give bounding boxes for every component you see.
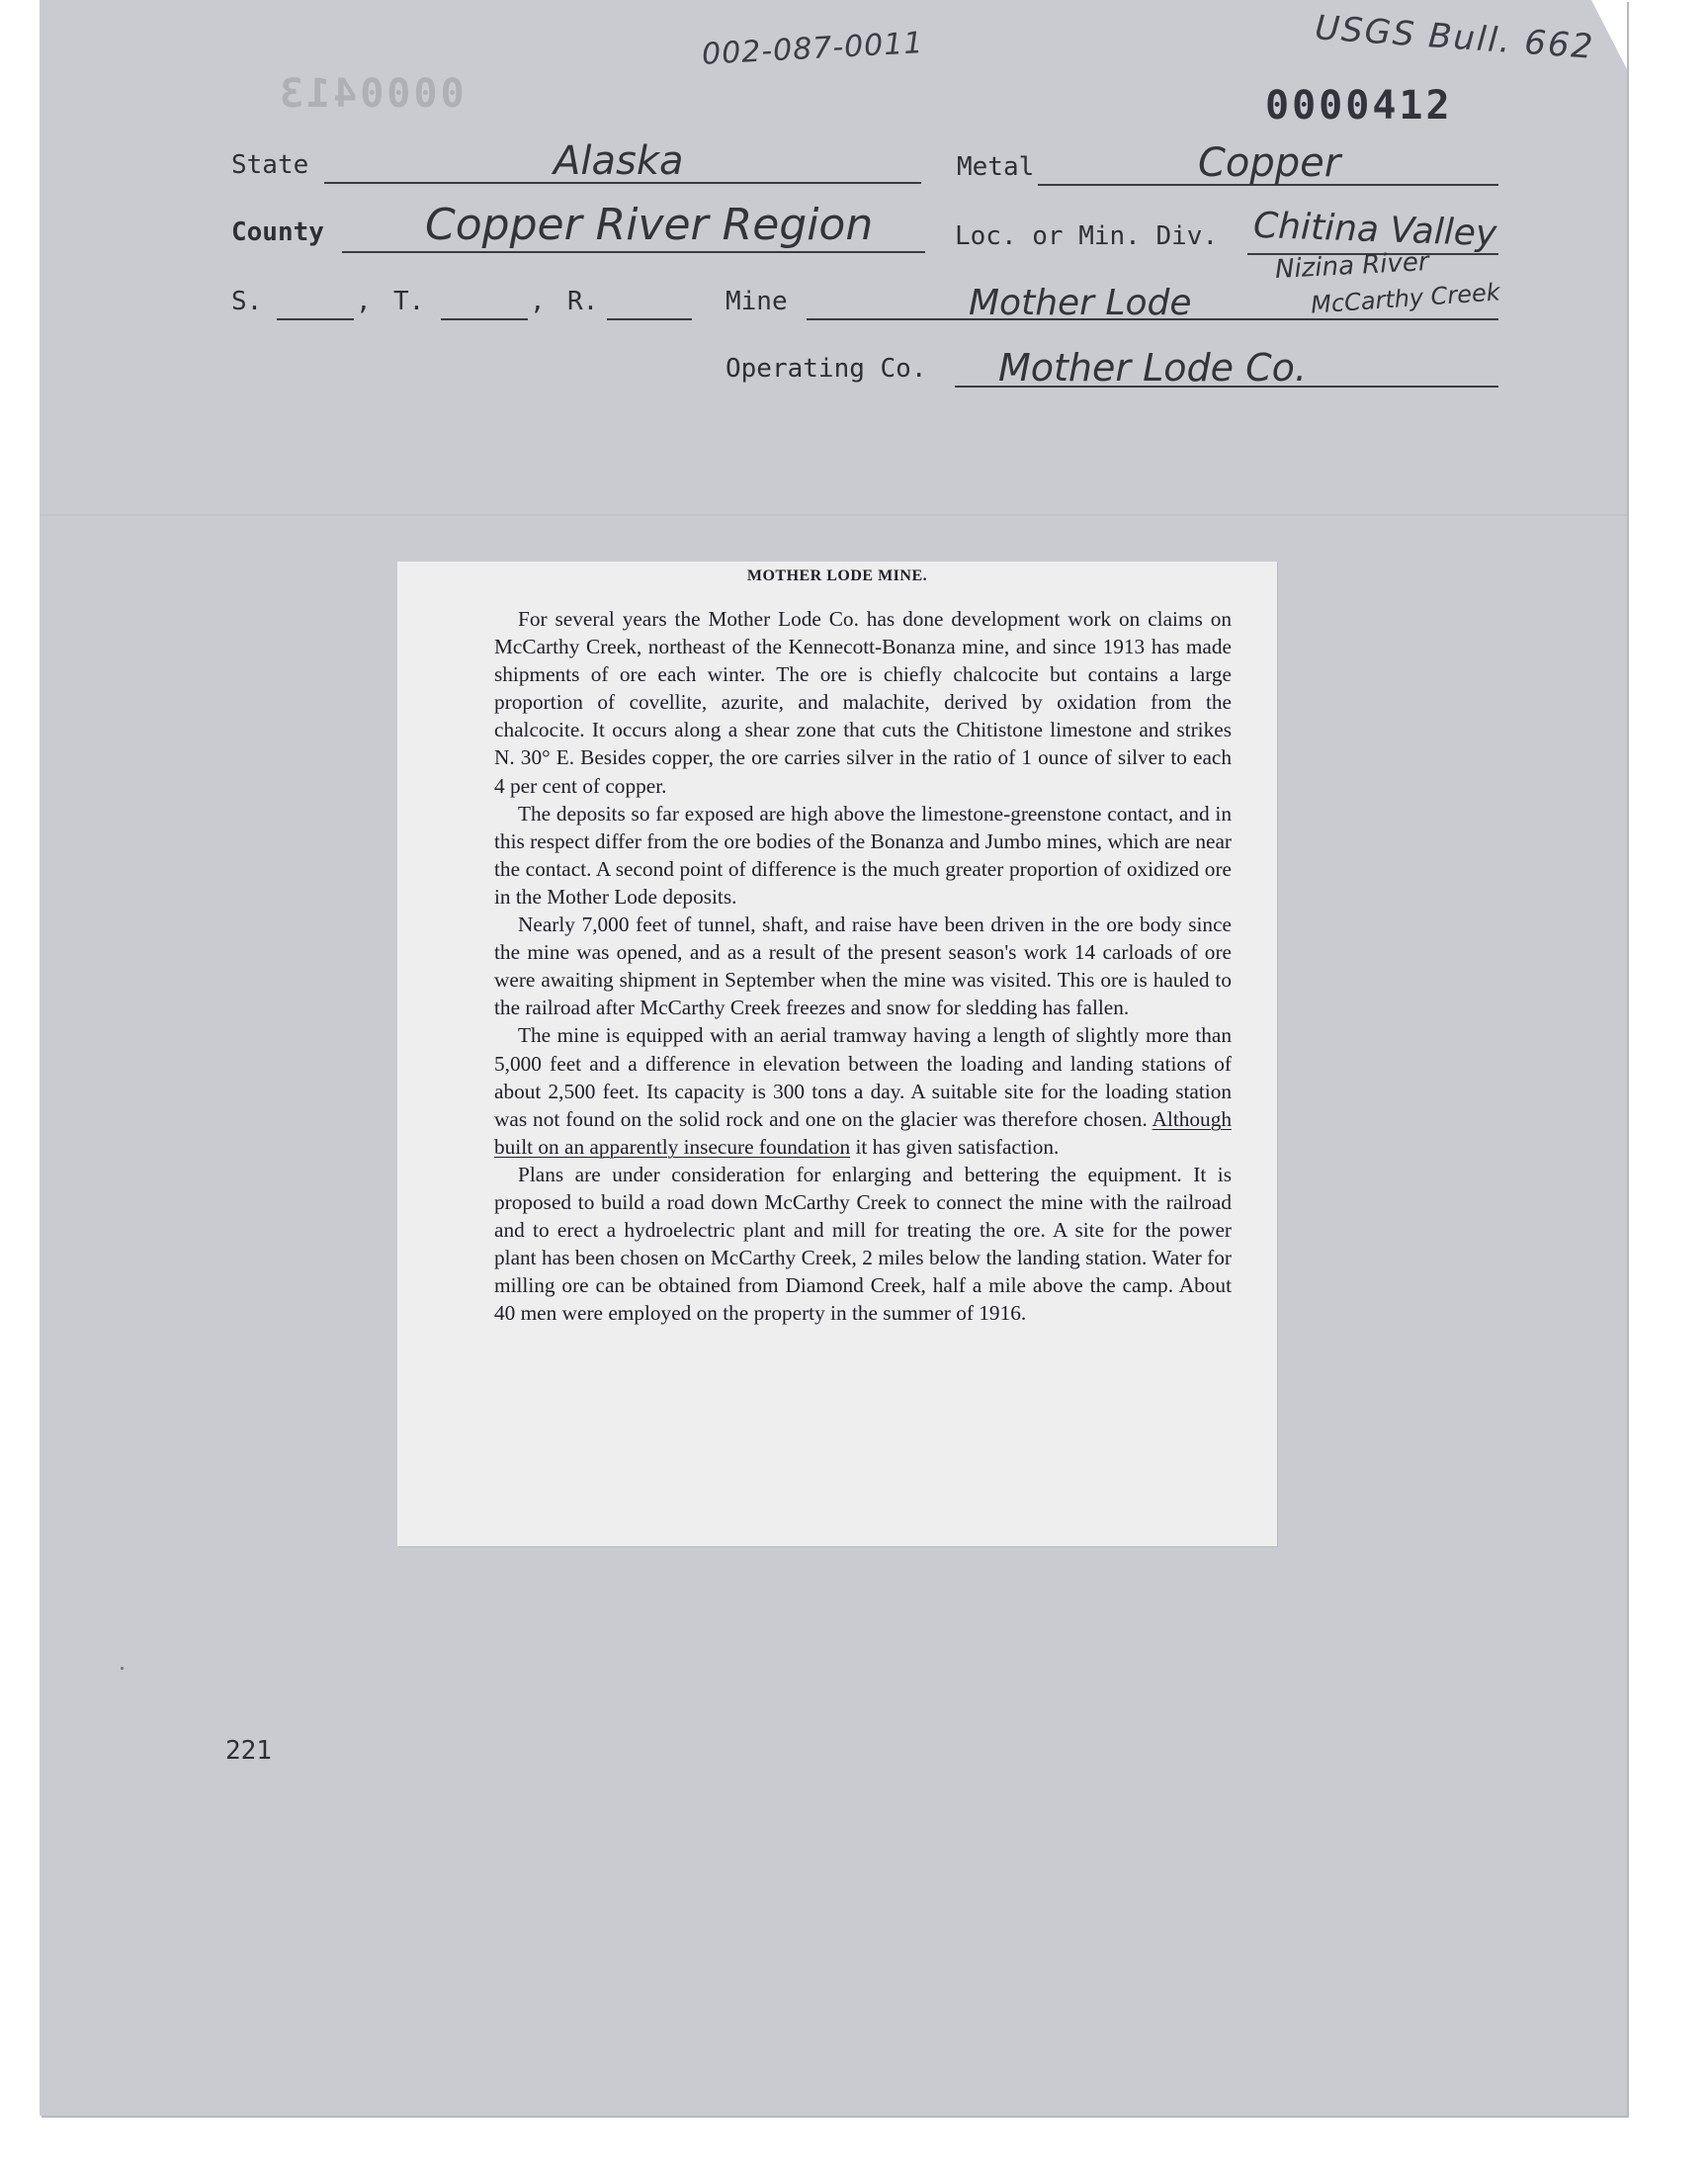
article-paragraph: Plans are under consideration for enlarging and bettering the equipment. It is proposed to build a road down McCarthy Creek to connect the mine with the railroad and to erect a hydroelectric plant and mill for treating the ore. A site for the power plant has been chosen on McCarthy Creek, 2 miles below the landing station. Water for milling ore can be obtained from Diamond Creek, half a mile above the camp. About 40 men were employed on the property in the summer of 1916. <box>494 1162 1232 1326</box>
operating-co-value: Mother Lode Co. <box>998 346 1307 390</box>
metal-label: Metal <box>957 152 1035 182</box>
loc-value-line2: Nizina River <box>1274 246 1430 286</box>
county-label: County <box>231 218 324 247</box>
loc-label: Loc. or Min. Div. <box>955 221 1219 251</box>
document-sheet: 002-087-0011 USGS Bull. 662 0000413 0000412 State Alaska Metal Copper County Copper River Region Loc. or Min. Div. Chitina Valley Nizina River S. , T. , R. Mine Mother Lode McCarthy Creek Operating Co. Mother Lode Co. MOTHER LODE MINE. For several years the Mother Lode Co. has done development work on claims on McCarthy Creek, northeast of the Kennecott-Bonanza mine, and since 1913 has made shipments of ore each winter. The ore is chiefly chalcocite but contains a large proportion of covellite, azurite, and malachite, derived by oxidation from the chalcocite. It occurs along a shear zone that cuts the Chitistone limestone and strikes N. 30° E. Besides copper, the ore carries silver in the ratio of 1 ounce of silver to each 4 per cent of copper. The deposits so far exposed are high above the limestone-greenstone contact, and in this respect differ from the ore bodies of the Bonanza and Jumbo mines, which are near the contact. A second point of difference is the much greater proportion of oxidized ore in the Mother Lode deposits. Nearly 7,000 feet of tunnel, shaft, and raise have been driven in the ore body since the mine was opened, and as a result of the present season's work 14 carloads of ore were awaiting shipment in September when the mine was visited. This ore is hauled to the railroad after McCarthy Creek freezes and snow for sledding has fallen. The mine is equipped with an aerial tramway having a length of slightly more than 5,000 feet and a difference in elevation between the loading and landing stations of about 2,500 feet. Its capacity is 300 tons a day. A suitable site for the loading station was not found on the solid rock and one on the glacier was therefore chosen. Although built on an apparently insecure foundation it has given satisfaction. Plans are under consideration for enlarging and bettering the equipment. It is proposed to build a road down McCarthy Creek to connect the mine with the railroad and to erect a hydroelectric plant and mill for treating the ore. A site for the power plant has been chosen on McCarthy Creek, 2 miles below the landing station. Water for milling ore can be obtained from Diamond Creek, half a mile above the camp. About 40 men were employed on the property in the summer of 1916. 221 <box>40 0 1627 2116</box>
township-line <box>441 318 528 320</box>
source-note-handwritten: USGS Bull. 662 <box>1313 8 1596 67</box>
article-title: MOTHER LODE MINE. <box>746 567 928 584</box>
range-line <box>607 318 692 320</box>
operating-co-label: Operating Co. <box>726 354 927 384</box>
article-paragraph: Nearly 7,000 feet of tunnel, shaft, and raise have been driven in the ore body since the mine was opened, and as a result of the present season's work 14 carloads of ore were awaiting shipment in September when the mine was visited. This ore is hauled to the railroad after McCarthy Creek freezes and snow for sledding has fallen. <box>494 913 1232 1020</box>
township-label: T. <box>393 287 425 316</box>
file-id-handwritten: 002-087-0011 <box>701 26 925 72</box>
article-body <box>494 605 1232 1327</box>
article-paragraph: For several years the Mother Lode Co. has done development work on claims on McCarthy Creek, northeast of the Kennecott-Bonanza mine, and since 1913 has made shipments of ore each winter. The ore is chiefly chalcocite but contains a large proportion of covellite, azurite, and malachite, derived by oxidation from the chalcocite. It occurs along a shear zone that cuts the Chitistone limestone and strikes N. 30° E. Besides copper, the ore carries silver in the ratio of 1 ounce of silver to each 4 per cent of copper. <box>494 607 1232 798</box>
mine-label: Mine <box>726 287 788 316</box>
state-label: State <box>231 150 309 180</box>
ghost-stamp-number: 0000413 <box>277 71 465 117</box>
article-clipping <box>397 562 1277 1546</box>
page-number: 221 <box>225 1736 272 1766</box>
mine-note: McCarthy Creek <box>1310 278 1501 319</box>
section-line <box>277 318 354 320</box>
stamp-number: 0000412 <box>1265 83 1453 129</box>
county-line <box>342 251 925 253</box>
underlined-phrase: Although built on an apparently insecure foundation <box>494 1106 1233 1159</box>
county-value: Copper River Region <box>425 200 874 250</box>
mine-value: Mother Lode <box>969 283 1192 323</box>
torn-corner <box>1591 0 1627 69</box>
loc-value: Chitina Valley <box>1252 205 1497 255</box>
article-paragraph: The deposits so far exposed are high above the limestone-greenstone contact, and in this respect differ from the ore bodies of the Bonanza and Jumbo mines, which are near the contact. A second point of difference is the much greater proportion of oxidized ore in the Mother Lode deposits. <box>494 801 1232 909</box>
state-value: Alaska <box>554 138 684 184</box>
scan-speck <box>121 1667 124 1670</box>
metal-value: Copper <box>1198 140 1341 186</box>
section-label: S. <box>231 287 263 316</box>
article-paragraph: The mine is equipped with an aerial tramway having a length of slightly more than 5,000 feet and a difference in elevation between the loading and landing stations of about 2,500 feet. Its capacity is 300 tons a day. A suitable site for the loading station was not found on the solid rock and one on the glacier was therefore chosen. Although built on an apparently insecure foundation it has given satisfaction. <box>494 1023 1233 1159</box>
range-label: R. <box>567 287 599 316</box>
scan-fold-line <box>40 514 1627 516</box>
